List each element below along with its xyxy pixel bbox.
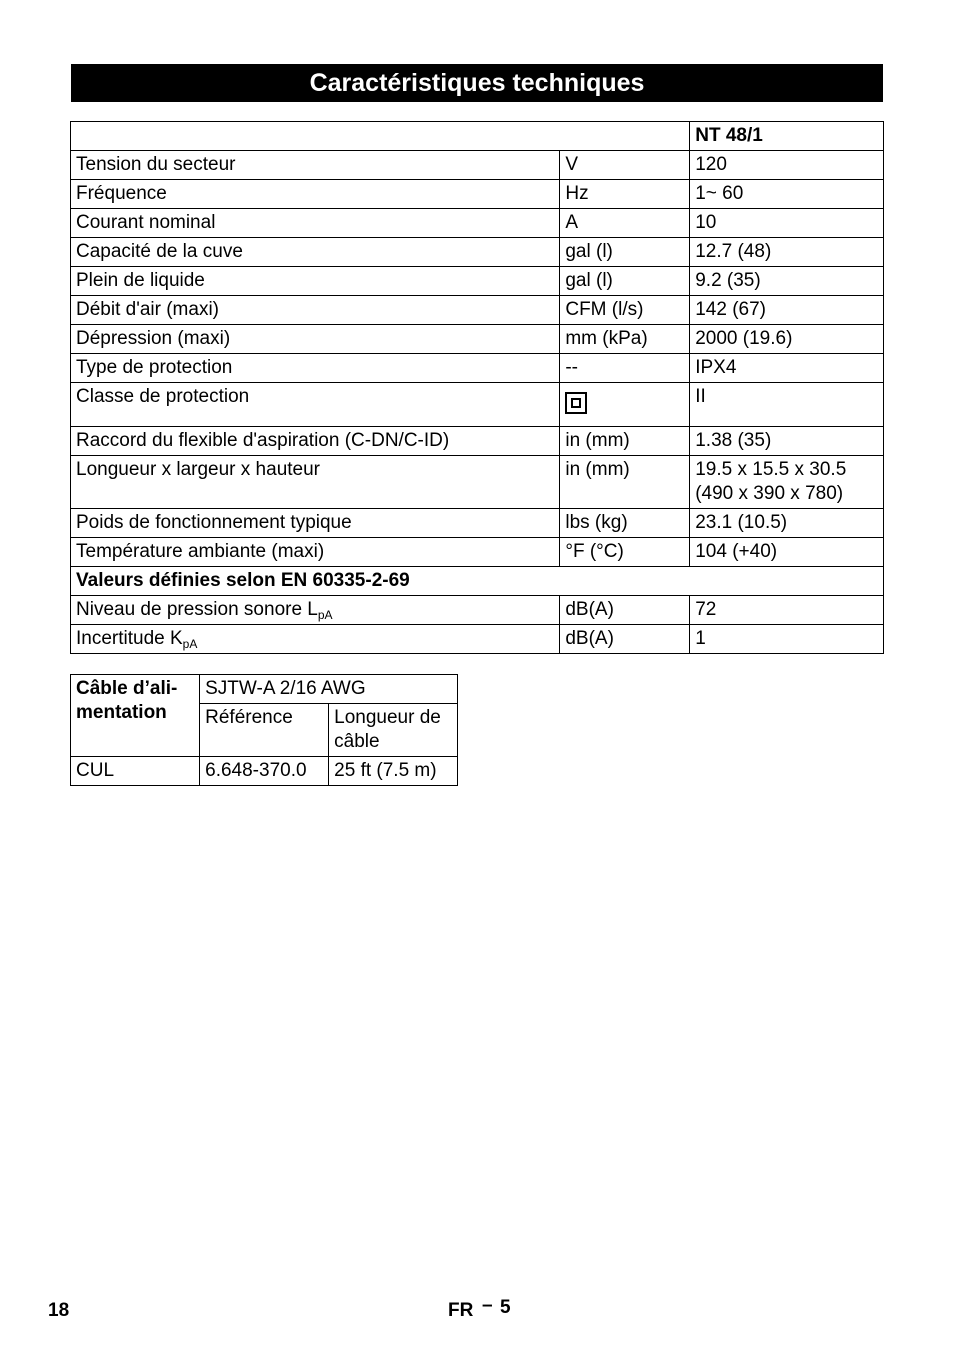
spec-label: Plein de liquide [71,267,560,296]
spec-value [690,456,884,509]
cable-col-reference: Référence [200,704,329,757]
spec-unit [560,383,690,427]
table-row [71,180,884,209]
cable-header-line: Câble d’ali- [76,678,178,699]
spec-unit: CFM (l/s) [560,296,690,325]
spec-unit: in (mm) [560,427,690,456]
spec-value: 104 (+40) [690,538,884,567]
table-row [71,596,884,625]
table-row [71,325,884,354]
spec-unit: dB(A) [560,596,690,625]
spec-value: 1 [690,625,884,654]
cable-col-length-line: câble [334,731,380,752]
spec-label: Température ambiante (maxi) [71,538,560,567]
header-blank-cell [71,122,690,151]
cable-type: SJTW-A 2/16 AWG [200,675,458,704]
cable-header [71,675,200,757]
cable-col-length-line: Longueur de [334,707,441,728]
table-header-row [71,122,884,151]
spec-unit: mm (kPa) [560,325,690,354]
spec-label: Type de protection [71,354,560,383]
page-number: 18 [48,1300,70,1321]
page-title: Caractéristiques techniques [71,64,883,102]
spec-label-subscript: pA [317,608,333,622]
protection-class-ii-icon [565,392,587,414]
spec-label-subscript: pA [182,637,198,651]
spec-unit: °F (°C) [560,538,690,567]
power-cable-table [70,674,458,786]
spec-label: Débit d'air (maxi) [71,296,560,325]
table-row [71,209,884,238]
spec-unit: Hz [560,180,690,209]
table-row [71,625,884,654]
spec-value: 1.38 (35) [690,427,884,456]
language-code: FR [448,1300,474,1321]
table-row [71,267,884,296]
table-row [71,757,458,786]
cable-name: CUL [71,757,200,786]
spec-value-line: 19.5 x 15.5 x 30.5 [695,459,847,480]
spec-label-text: Niveau de pression sonore L [76,599,318,620]
spec-value: 142 (67) [690,296,884,325]
spec-label-text: Incertitude K [76,628,183,649]
spec-unit: gal (l) [560,238,690,267]
spec-label: Raccord du flexible d'aspiration (C-DN/C-ID) [71,427,560,456]
spec-value: II [690,383,884,427]
spec-value-line: (490 x 390 x 780) [695,483,844,504]
spec-label: Dépression (maxi) [71,325,560,354]
spec-label: Longueur x largeur x hauteur [71,456,560,509]
table-row [71,509,884,538]
table-row [71,296,884,325]
spec-value: 2000 (19.6) [690,325,884,354]
table-row [71,383,884,427]
spec-label: Courant nominal [71,209,560,238]
cable-reference: 6.648-370.0 [200,757,329,786]
table-row [71,675,458,704]
spec-label: Fréquence [71,180,560,209]
spec-value: 12.7 (48) [690,238,884,267]
spec-value: 9.2 (35) [690,267,884,296]
section-heading-row [71,567,884,596]
spec-unit: gal (l) [560,267,690,296]
spec-value: 23.1 (10.5) [690,509,884,538]
cable-length: 25 ft (7.5 m) [329,757,458,786]
spec-unit: A [560,209,690,238]
spec-label: Poids de fonctionnement typique [71,509,560,538]
section-heading: Valeurs définies selon EN 60335-2-69 [71,567,884,596]
footer-dash: – [482,1295,493,1316]
table-row [71,354,884,383]
spec-unit: in (mm) [560,456,690,509]
section-page-number: 5 [500,1297,511,1318]
spec-label [71,596,560,625]
table-row [71,427,884,456]
specifications-table [70,121,884,654]
spec-unit: V [560,151,690,180]
spec-unit: dB(A) [560,625,690,654]
spec-value: 1~ 60 [690,180,884,209]
table-row [71,538,884,567]
spec-label [71,625,560,654]
spec-label: Classe de protection [71,383,560,427]
spec-unit: -- [560,354,690,383]
table-row [71,238,884,267]
cable-header-line: mentation [76,702,167,723]
table-row [71,456,884,509]
model-header: NT 48/1 [690,122,884,151]
spec-value: 120 [690,151,884,180]
spec-value: IPX4 [690,354,884,383]
spec-label: Capacité de la cuve [71,238,560,267]
spec-label: Tension du secteur [71,151,560,180]
spec-value: 10 [690,209,884,238]
table-row [71,151,884,180]
spec-value: 72 [690,596,884,625]
spec-unit: lbs (kg) [560,509,690,538]
cable-col-length [329,704,458,757]
